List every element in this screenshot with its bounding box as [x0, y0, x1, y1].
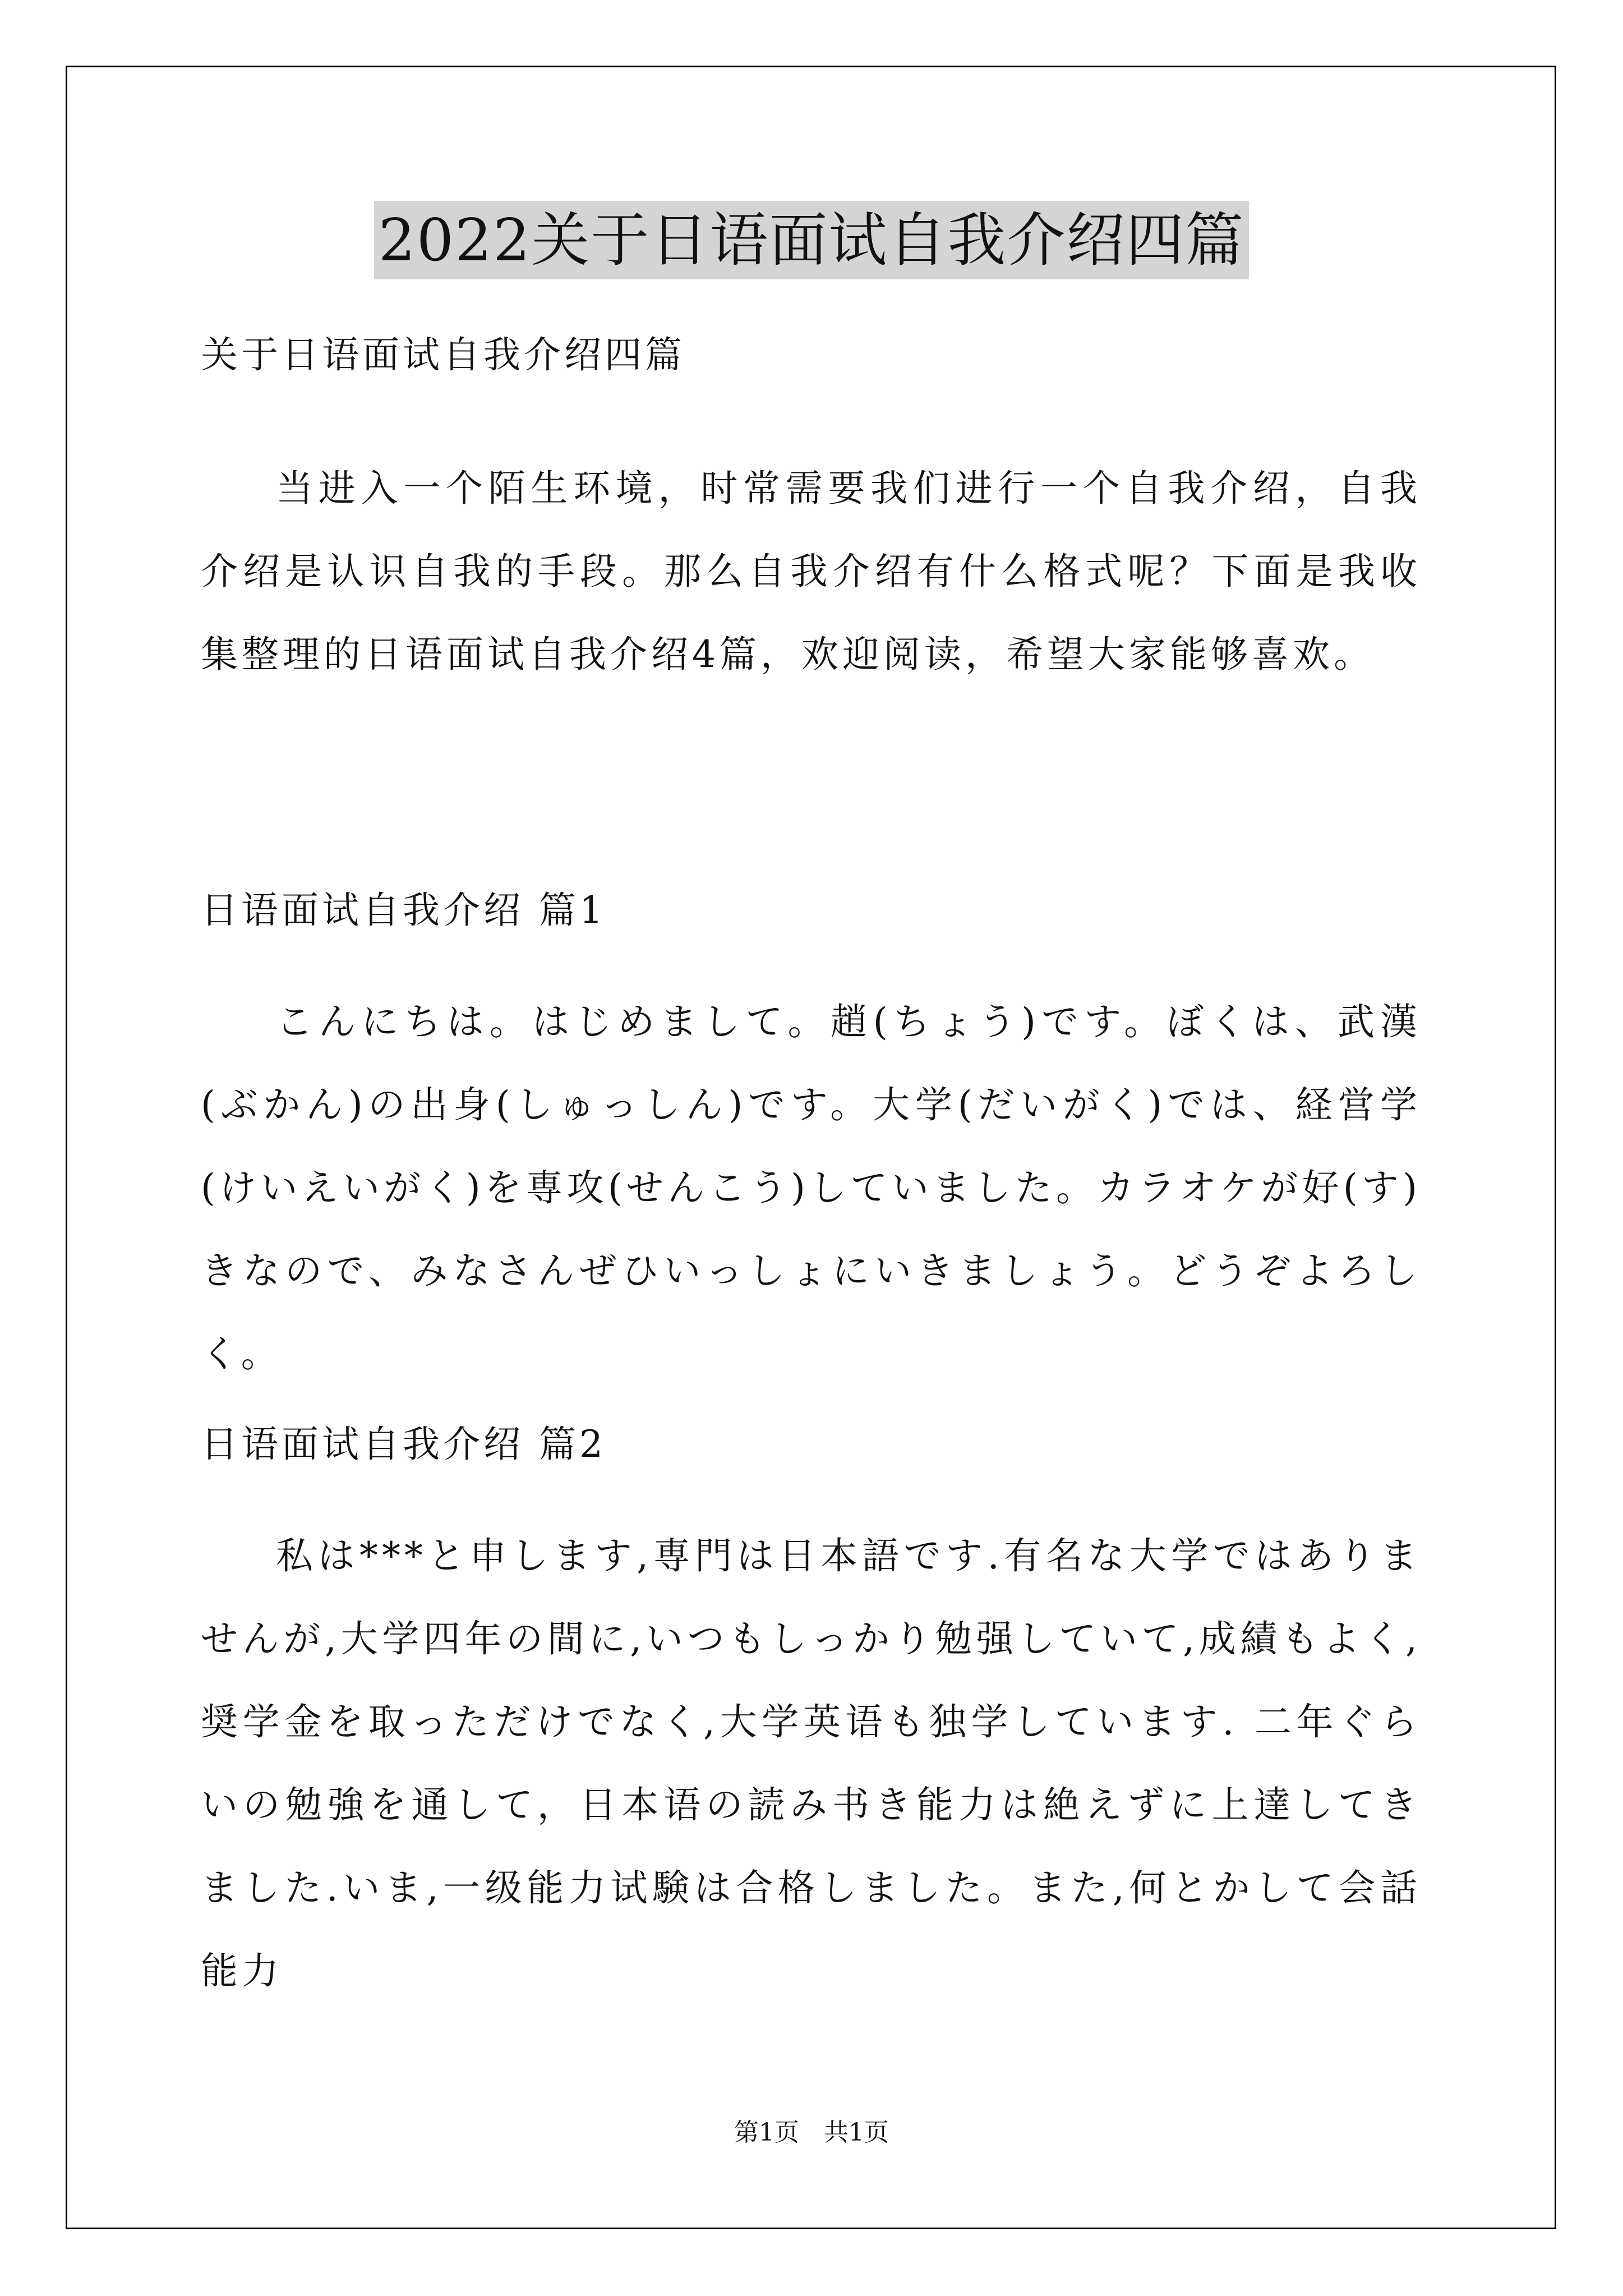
section-2-heading: 日语面试自我介绍 篇2 [201, 1423, 606, 1466]
section-2-body: 私は***と申します,専門は日本語です.有名な大学ではありませんが,大学四年の間に,いつもしっかり勉强していて,成績もよく,奨学金を取っただけでなく,大学英语も独学しています. 二年ぐらいの勉強を通して，日本语の読み书き能力は絶えずに上達してきました.いま,一级能力试験は合格しました。また,何とかして会話能力 [201, 1534, 1421, 1993]
document-title: 2022关于日语面试自我介绍四篇 [374, 201, 1249, 279]
intro-paragraph: 当进入一个陌生环境，时常需要我们进行一个自我介绍，自我介绍是认识自我的手段。那么自我介绍有什么格式呢？下面是我收集整理的日语面试自我介绍4篇，欢迎阅读，希望大家能够喜欢。 [201, 467, 1421, 676]
section-1-heading: 日语面试自我介绍 篇1 [201, 889, 606, 932]
title-container [0, 201, 1623, 279]
section-1-body: こんにちは。はじめまして。趙(ちょう)です。ぼくは、武漢(ぶかん)の出身(しゅっしん)です。大学(だいがく)では、経営学(けいえいがく)を専攻(せんこう)していました。カラオケが好(す)きなので、みなさんぜひいっしょにいきましょう。どうぞよろしく。 [201, 1000, 1421, 1375]
page-footer: 第1页 共1页 [734, 2118, 889, 2147]
document-subtitle: 关于日语面试自我介绍四篇 [201, 333, 685, 376]
